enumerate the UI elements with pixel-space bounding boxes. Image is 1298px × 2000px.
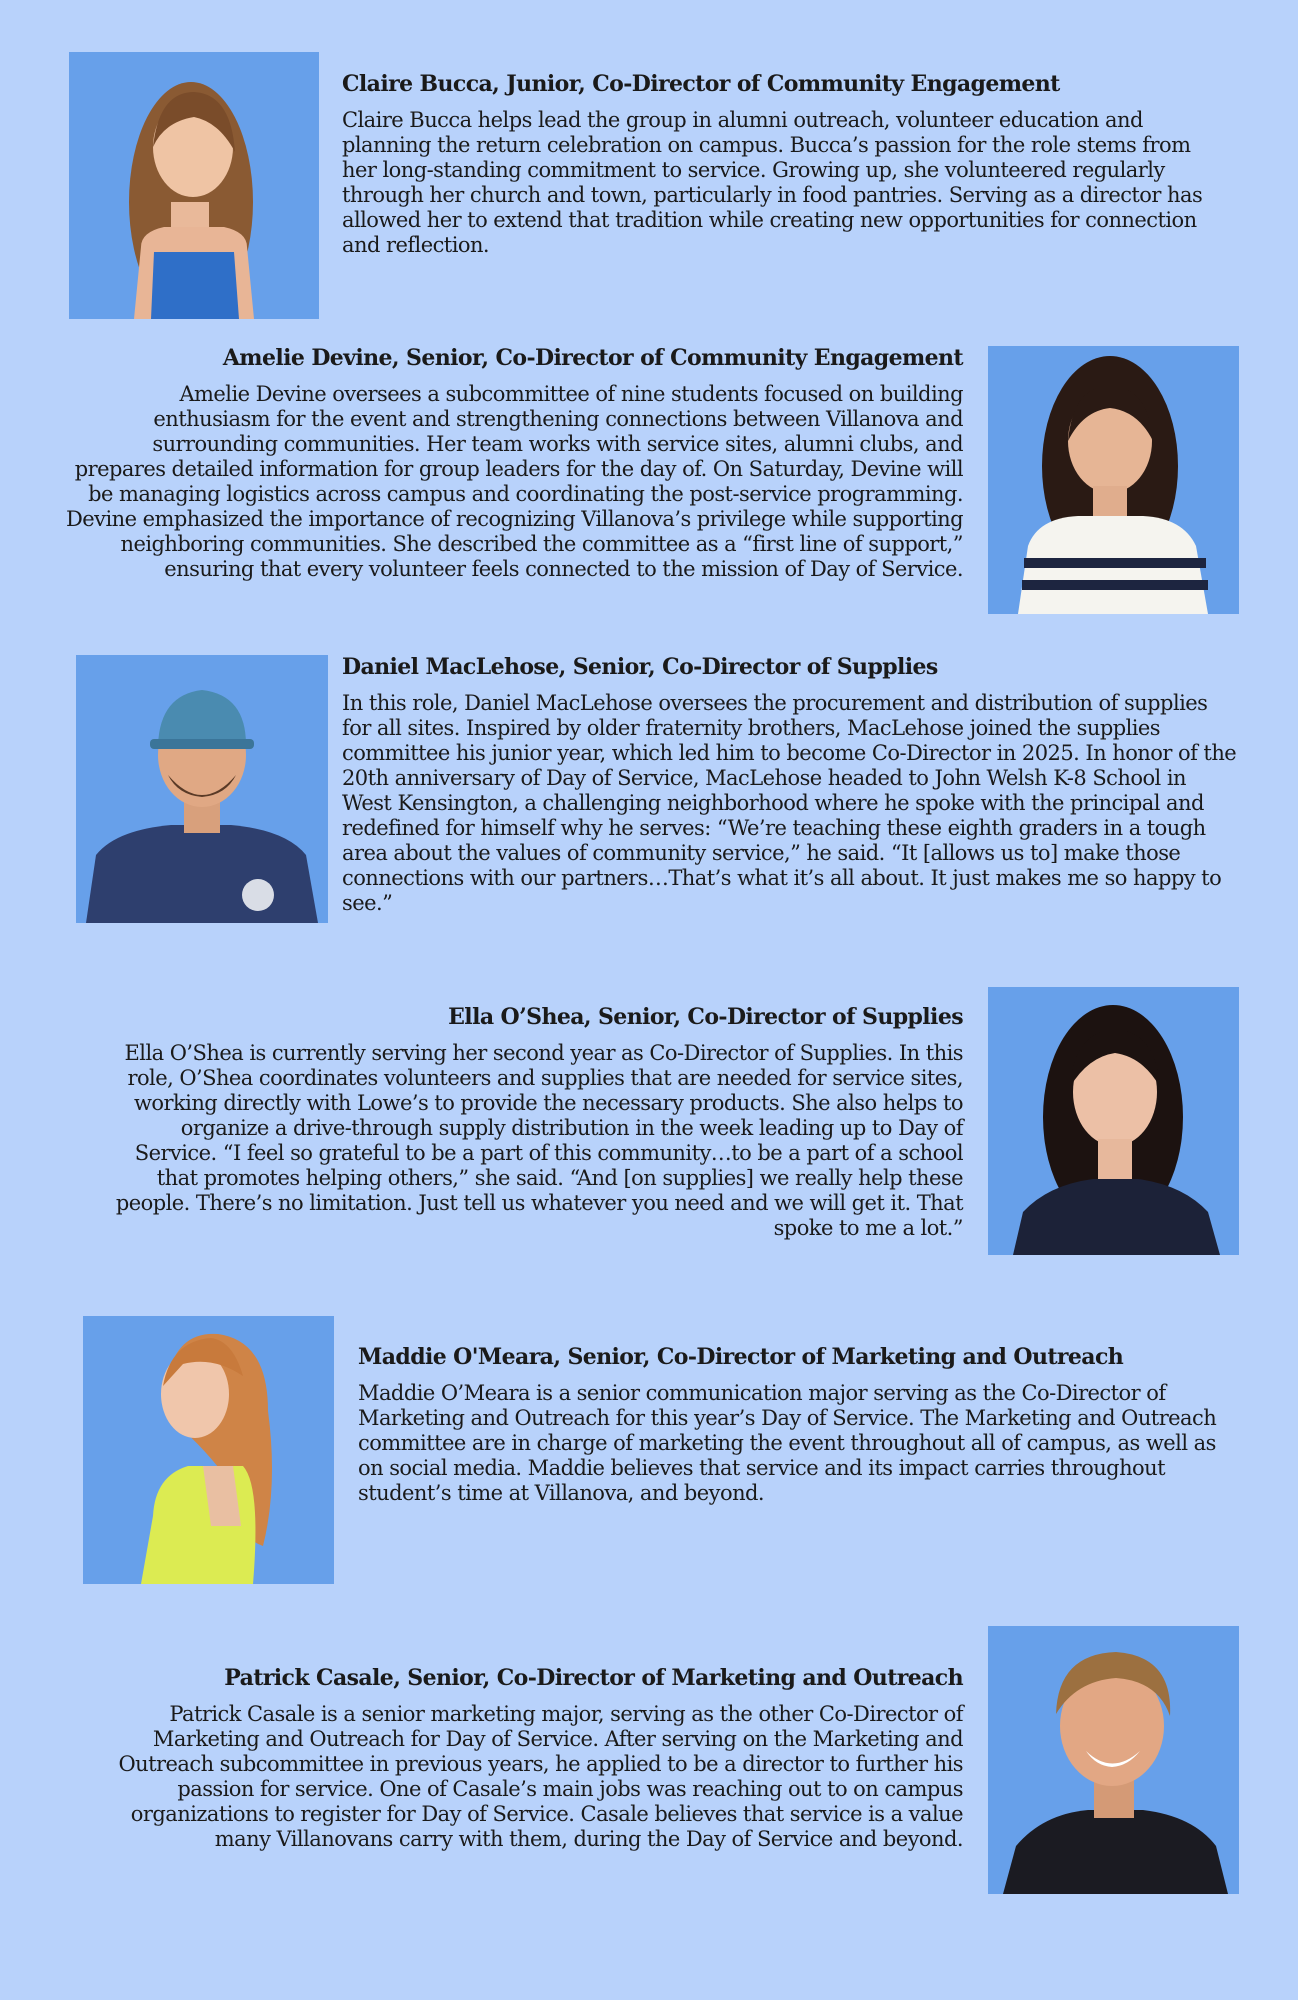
profile-description: Patrick Casale is a senior marketing major, serving as the other Co-Director of Marketing and Outreach for Day of Service. After serving on the Marketing and Outreach subcommittee in previous years, he applied to be a director to further his passion for service. One of Casale’s main jobs was reaching out to on campus organizations to register for Day of Service. Casale believes that service is a value many Villanovans carry with them, during the Day of Service and beyond. <box>118 1702 963 1851</box>
profile-photo-daniel-maclehose <box>76 655 328 923</box>
profile-bio-ella-oshea <box>100 1003 963 1241</box>
profile-description: In this role, Daniel MacLehose oversees the procurement and distribution of supplies for all sites. Inspired by older fraternity brothers, MacLehose joined the supplies committee his junior year, which led him to become Co-Director in 2025. In honor of the 20th anniversary of Day of Service, MacLehose headed to John Welsh K-8 School in West Kensington, a challenging neighborhood where he spoke with the principal and redefined for himself why he serves: “We’re teaching these eighth graders in a tough area about the values of community service,” he said. “It [allows us to] make those connections with our partners…That’s what it’s all about. It just makes me so happy to see.” <box>342 691 1237 915</box>
portrait-image <box>69 52 319 319</box>
profile-heading: Patrick Casale, Senior, Co-Director of Marketing and Outreach <box>224 1665 963 1691</box>
portrait-image <box>988 346 1239 614</box>
profile-heading: Maddie O'Meara, Senior, Co-Director of Marketing and Outreach <box>358 1344 1124 1370</box>
profile-bio-amelie-devine <box>60 344 963 582</box>
profile-photo-patrick-casale <box>988 1626 1239 1894</box>
profile-description: Ella O’Shea is currently serving her second year as Co-Director of Supplies. In this role, O’Shea coordinates volunteers and supplies that are needed for service sites, working directly with Lowe’s to provide the necessary products. She also helps to organize a drive-through supply distribution in the week leading up to Day of Service. “I feel so grateful to be a part of this community…to be a part of a school that promotes helping others,” she said. “And [on supplies] we really help these people. There’s no limitation. Just tell us whatever you need and we will get it. That spoke to me a lot.” <box>115 1041 963 1240</box>
profile-bio-daniel-maclehose <box>342 653 1240 916</box>
portrait-image <box>988 987 1239 1255</box>
profile-photo-claire-bucca <box>69 52 319 319</box>
profile-heading: Amelie Devine, Senior, Co-Director of Community Engagement <box>222 345 963 371</box>
portrait-image <box>76 655 328 923</box>
profile-heading: Ella O’Shea, Senior, Co-Director of Supplies <box>448 1004 963 1030</box>
portrait-image <box>988 1626 1239 1894</box>
profile-heading: Claire Bucca, Junior, Co-Director of Community Engagement <box>342 71 1060 97</box>
profile-heading: Daniel MacLehose, Senior, Co-Director of Supplies <box>342 654 938 680</box>
profile-description: Claire Bucca helps lead the group in alumni outreach, volunteer education and planning the return celebration on campus. Bucca’s passion for the role stems from her long-standing commitment to service. Growing up, she volunteered regularly through her church and town, particularly in food pantries. Serving as a director has allowed her to extend that tradition while creating new opportunities for connection and reflection. <box>342 108 1203 257</box>
profile-bio-patrick-casale <box>76 1664 963 1852</box>
profile-photo-amelie-devine <box>988 346 1239 614</box>
profile-description: Maddie O’Meara is a senior communication major serving as the Co-Director of Marketing and Outreach for this year’s Day of Service. The Marketing and Outreach committee are in charge of marketing the event throughout all of campus, as well as on social media. Maddie believes that service and its impact carries throughout student’s time at Villanova, and beyond. <box>358 1381 1217 1505</box>
profile-photo-ella-oshea <box>988 987 1239 1255</box>
profile-bio-claire-bucca <box>342 70 1222 258</box>
portrait-image <box>83 1316 334 1584</box>
profile-description: Amelie Devine oversees a subcommittee of nine students focused on building enthusiasm for the event and strengthening connections between Villanova and surrounding communities. Her team works with service sites, alumni clubs, and prepares detailed information for group leaders for the day of. On Saturday, Devine will be managing logistics across campus and coordinating the post-service programming. Devine emphasized the importance of recognizing Villanova’s privilege while supporting neighboring communities. She described the committee as a “first line of support,” ensuring that every volunteer feels connected to the mission of Day of Service. <box>66 382 963 581</box>
profile-photo-maddie-omeara <box>83 1316 334 1584</box>
profile-bio-maddie-omeara <box>358 1343 1243 1506</box>
